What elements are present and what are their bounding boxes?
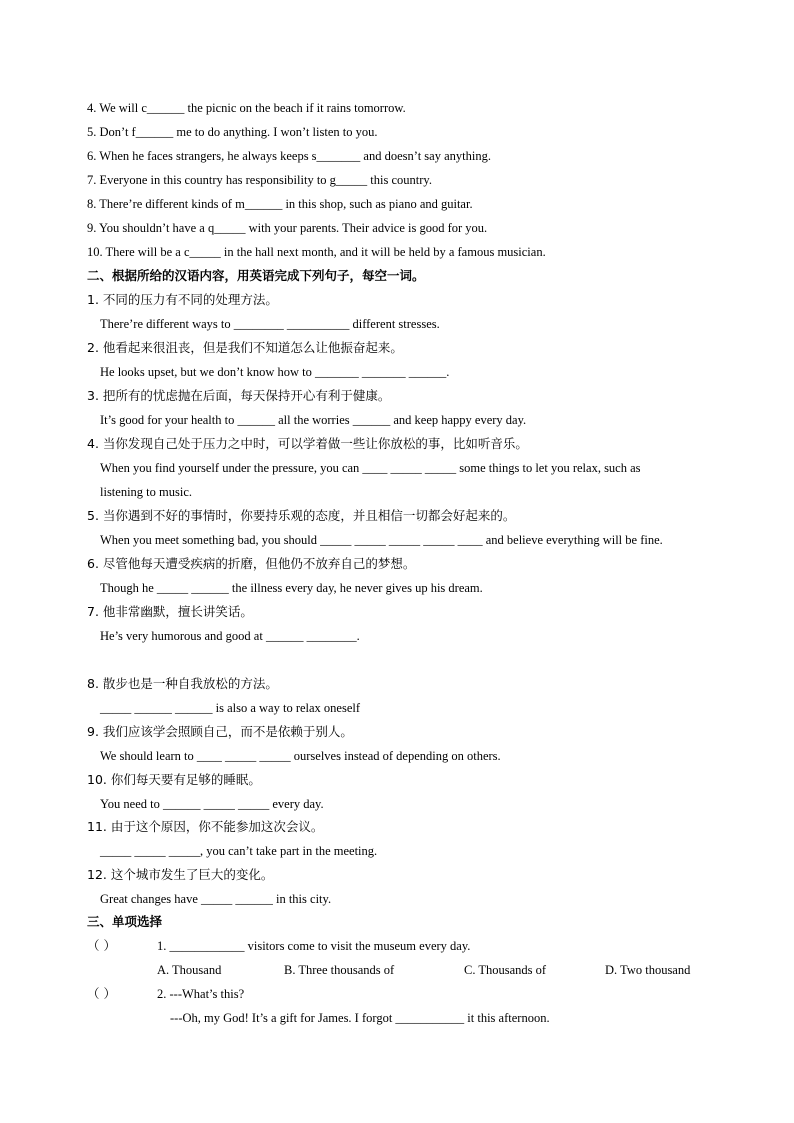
part2-item-2-en: He looks upset, but we don’t know how to _______ _______ ______. [100, 365, 450, 379]
part1-item-6: 6. When he faces strangers, he always keeps s_______ and doesn’t say anything. [87, 149, 491, 163]
q2-stem: 2. ---What’s this? [157, 987, 245, 1001]
q1-option-a: A. Thousand [157, 963, 222, 977]
part2-item-10-zh: 10. 你们每天要有足够的睡眠。 [87, 772, 261, 787]
part2-item-12-en: Great changes have _____ ______ in this city. [100, 892, 332, 906]
part2-item-1-zh: 1. 不同的压力有不同的处理方法。 [87, 292, 278, 307]
part2-item-9-en: We should learn to ____ _____ _____ ourselves instead of depending on others. [100, 749, 501, 763]
q1-stem: 1. ____________ visitors come to visit the museum every day. [157, 939, 471, 953]
part1-item-7: 7. Everyone in this country has responsibility to g_____ this country. [87, 173, 432, 187]
part2-item-3-en: It’s good for your health to ______ all the worries ______ and keep happy every day. [100, 413, 527, 427]
part2-item-12-zh: 12. 这个城市发生了巨大的变化。 [87, 867, 274, 882]
part2-item-7-en: He’s very humorous and good at ______ ________. [100, 629, 360, 643]
part2-item-4-zh: 4. 当你发现自己处于压力之中时，可以学着做一些让你放松的事，比如听音乐。 [87, 436, 528, 451]
part2-item-6-en: Though he _____ ______ the illness every day, he never gives up his dream. [100, 581, 483, 595]
part1-item-4: 4. We will c______ the picnic on the beach if it rains tomorrow. [87, 101, 406, 115]
q1-option-c: C. Thousands of [464, 963, 547, 977]
q2-answer-bracket: （ ） [87, 986, 116, 1001]
part2-item-6-zh: 6. 尽管他每天遭受疾病的折磨，但他仍不放弃自己的梦想。 [87, 556, 416, 571]
part2-item-11-en: _____ _____ _____, you can’t take part in the meeting. [100, 844, 378, 858]
part2-item-7-zh: 7. 他非常幽默，擅长讲笑话。 [87, 604, 253, 619]
part1-item-5: 5. Don’t f______ me to do anything. I won’t listen to you. [87, 125, 378, 139]
part1-item-8: 8. There’re different kinds of m______ in this shop, such as piano and guitar. [87, 197, 473, 211]
part2-item-4-en: When you find yourself under the pressure, you can ____ _____ _____ some things to let you relax, such as [100, 461, 641, 475]
part1-item-9: 9. You shouldn’t have a q_____ with your parents. Their advice is good for you. [87, 221, 488, 235]
part2-item-5-zh: 5. 当你遇到不好的事情时，你要持乐观的态度，并且相信一切都会好起来的。 [87, 508, 516, 523]
part3-heading: 三、单项选择 [87, 914, 163, 929]
part2-item-8-zh: 8. 散步也是一种自我放松的方法。 [87, 676, 278, 691]
q1-option-b: B. Three thousands of [284, 963, 395, 977]
q1-option-d: D. Two thousand [605, 963, 691, 977]
part2-item-10-en: You need to ______ _____ _____ every day. [100, 797, 324, 811]
part2-item-3-zh: 3. 把所有的忧虑抛在后面，每天保持开心有利于健康。 [87, 388, 391, 403]
q2-dialogue-line: ---Oh, my God! It’s a gift for James. I forgot ___________ it this afternoon. [170, 1011, 550, 1025]
part2-item-11-zh: 11. 由于这个原因，你不能参加这次会议。 [87, 819, 324, 834]
part2-item-2-zh: 2. 他看起来很沮丧，但是我们不知道怎么让他振奋起来。 [87, 340, 403, 355]
part2-item-1-en: There’re different ways to ________ __________ different stresses. [100, 317, 440, 331]
part2-item-5-en: When you meet something bad, you should _____ _____ _____ _____ ____ and believe everything will be fine. [100, 533, 663, 547]
part2-item-9-zh: 9. 我们应该学会照顾自己，而不是依赖于别人。 [87, 724, 353, 739]
part2-item-8-en: _____ ______ ______ is also a way to relax oneself [100, 701, 361, 715]
part2-item-4-en-cont: listening to music. [100, 485, 193, 499]
part1-item-10: 10. There will be a c_____ in the hall next month, and it will be held by a famous musician. [87, 245, 546, 259]
part2-heading: 二、根据所给的汉语内容，用英语完成下列句子，每空一词。 [87, 268, 425, 283]
q1-answer-bracket: （ ） [87, 938, 116, 953]
